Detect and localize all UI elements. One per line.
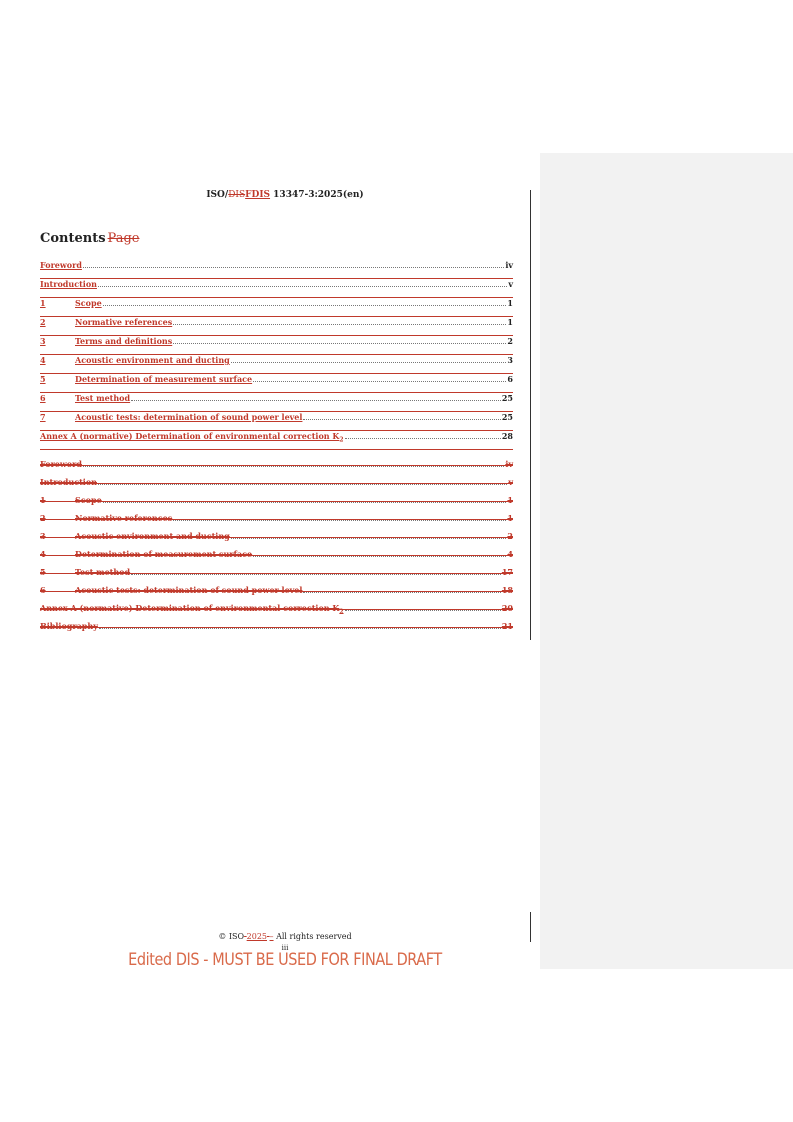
toc-entry[interactable] [40, 513, 513, 531]
toc-new [40, 260, 513, 450]
header-deleted: DIS [228, 190, 246, 200]
toc-entry-number: 4 [40, 355, 46, 365]
toc-entry-label: Introduction [40, 477, 97, 487]
toc-entry[interactable] [40, 279, 513, 298]
toc-entry-page: 25 [501, 393, 513, 403]
header-suffix: 13347-3:2025(en) [270, 190, 364, 200]
toc-leader-dots [83, 260, 504, 268]
toc-leader-dots [231, 355, 507, 363]
watermark: Edited DIS - MUST BE USED FOR FINAL DRAFT [128, 950, 442, 970]
toc-entry-page: iv [505, 260, 513, 270]
contents-title: Contents [40, 231, 106, 246]
toc-entry-page: 1 [507, 317, 513, 327]
toc-entry-label: Normative references [75, 513, 173, 523]
toc-entry-page: 1 [507, 513, 513, 523]
toc-entry[interactable] [40, 431, 513, 450]
toc-entry-page: 6 [507, 374, 513, 384]
toc-entry-page: 4 [507, 549, 513, 559]
toc-entry-label: Bibliography [40, 621, 98, 631]
toc-leader-dots [231, 531, 507, 539]
toc-leader-dots [253, 549, 506, 557]
toc-entry-number: 5 [40, 374, 46, 384]
toc-entry-number: 5 [40, 567, 46, 577]
toc-leader-dots [98, 279, 507, 287]
toc-leader-dots [83, 459, 504, 467]
toc-entry-label: Determination of measurement surface [75, 549, 253, 559]
toc-entry[interactable] [40, 298, 513, 317]
toc-entry[interactable] [40, 531, 513, 549]
toc-entry-number: 4 [40, 549, 46, 559]
toc-entry-label: Acoustic tests: determination of sound power level [75, 585, 303, 595]
toc-entry-label: Terms and definitions [75, 336, 173, 346]
toc-entry-page: v [508, 279, 513, 289]
toc-entry-label: Acoustic environment and ducting [75, 355, 230, 365]
toc-entry-number: 6 [40, 585, 46, 595]
toc-entry-label: Foreword [40, 260, 82, 270]
toc-entry[interactable] [40, 459, 513, 477]
toc-entry[interactable] [40, 336, 513, 355]
toc-leader-dots [99, 621, 501, 629]
toc-entry-label: Scope [75, 298, 102, 308]
footer-rights: All rights reserved [273, 932, 352, 941]
toc-entry-label: Test method [75, 567, 131, 577]
change-bar-bottom [530, 912, 531, 942]
toc-entry-page: 20 [501, 603, 513, 613]
toc-entry-label: Scope [75, 495, 102, 505]
change-bar-top [530, 190, 531, 640]
toc-entry[interactable] [40, 477, 513, 495]
toc-entry-label: Normative references [75, 317, 173, 327]
toc-entry-number: 2 [40, 317, 46, 327]
toc-entry-page: 1 [507, 495, 513, 505]
toc-leader-dots [345, 431, 501, 439]
toc-entry[interactable] [40, 495, 513, 513]
footer-copyright [40, 932, 530, 941]
toc-entry-label: Introduction [40, 279, 97, 289]
toc-entry[interactable] [40, 412, 513, 431]
toc-entry-page: 28 [501, 431, 513, 441]
toc-old [40, 459, 513, 639]
page-number: iii [281, 944, 289, 952]
toc-entry-label: Determination of measurement surface [75, 374, 253, 384]
footer-copyright-symbol: © ISO [218, 932, 245, 941]
toc-leader-dots [103, 495, 507, 503]
toc-entry-subscript: 2 [339, 436, 344, 444]
toc-entry[interactable] [40, 355, 513, 374]
toc-leader-dots [253, 374, 506, 382]
header-inserted: FDIS [245, 190, 271, 200]
toc-entry-page: 25 [501, 412, 513, 422]
toc-leader-dots [303, 585, 500, 593]
toc-entry-number: 6 [40, 393, 46, 403]
toc-entry-label: Annex A (normative) Determination of environmental correction $K_2$ [40, 603, 344, 616]
toc-leader-dots [131, 567, 501, 575]
toc-entry-number: 1 [40, 298, 46, 308]
toc-entry-label: Annex A (normative) Determination of environmental correction $K_2$ [40, 431, 344, 444]
contents-page-label: Page [107, 231, 140, 246]
footer-dash: – [269, 932, 274, 941]
toc-leader-dots [173, 336, 506, 344]
toc-leader-dots [173, 317, 506, 325]
toc-entry[interactable] [40, 393, 513, 412]
toc-entry-page: 1 [507, 298, 513, 308]
toc-entry-label: Test method [75, 393, 131, 403]
toc-entry[interactable] [40, 603, 513, 621]
toc-entry-number: 1 [40, 495, 46, 505]
toc-entry-number: 3 [40, 336, 46, 346]
toc-entry-number: 3 [40, 531, 46, 541]
comment-pane [540, 153, 793, 969]
toc-entry-page: 21 [501, 621, 513, 631]
toc-entry-label: Acoustic environment and ducting [75, 531, 230, 541]
header-prefix: ISO/ [206, 190, 229, 200]
toc-entry-page: 2 [507, 531, 513, 541]
toc-entry-page: iv [505, 459, 513, 469]
toc-entry[interactable] [40, 585, 513, 603]
toc-entry-page: v [508, 477, 513, 487]
toc-entry-subscript: 2 [339, 608, 344, 616]
toc-leader-dots [98, 477, 507, 485]
toc-leader-dots [303, 412, 500, 420]
toc-entry-page: 3 [507, 355, 513, 365]
toc-entry[interactable] [40, 549, 513, 567]
toc-entry[interactable] [40, 621, 513, 639]
toc-entry-page: 18 [501, 585, 513, 595]
toc-entry-number: 2 [40, 513, 46, 523]
toc-leader-dots [173, 513, 506, 521]
document-header [40, 190, 530, 200]
contents-heading [40, 231, 139, 246]
toc-entry-label: Foreword [40, 459, 82, 469]
toc-entry-page: 17 [501, 567, 513, 577]
toc-entry-number: 7 [40, 412, 46, 422]
toc-entry[interactable] [40, 317, 513, 336]
footer-year: 2025 [246, 932, 267, 941]
toc-entry-page: 2 [507, 336, 513, 346]
toc-leader-dots [103, 298, 507, 306]
toc-entry-label: Acoustic tests: determination of sound power level [75, 412, 303, 422]
toc-leader-dots [131, 393, 501, 401]
toc-entry[interactable] [40, 260, 513, 279]
toc-leader-dots [345, 603, 501, 611]
toc-entry[interactable] [40, 567, 513, 585]
toc-entry[interactable] [40, 374, 513, 393]
